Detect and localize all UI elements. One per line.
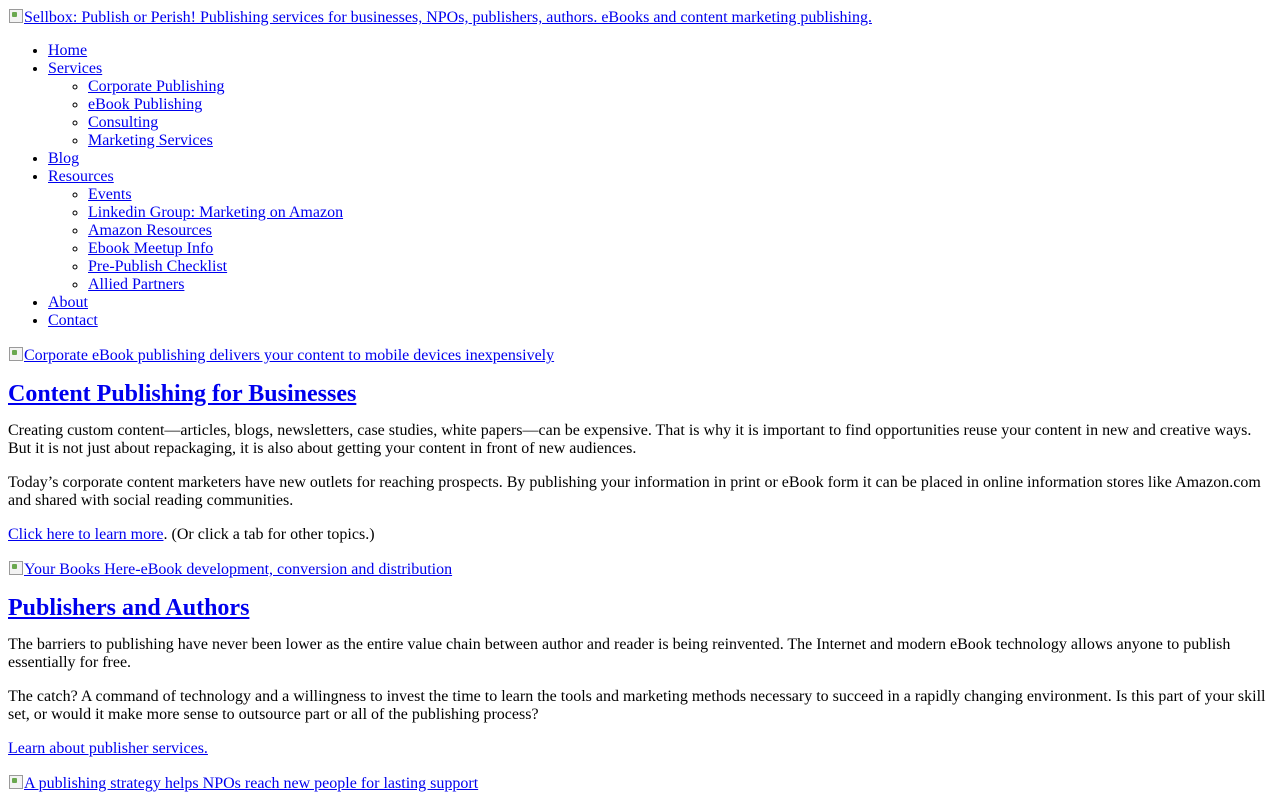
nav-link-contact[interactable]: Contact bbox=[48, 312, 98, 329]
section-paragraph: Creating custom content—articles, blogs, newsletters, case studies, white papers—can be expensive. That is why it is important to find opportunities reuse your content in new and creative ways. But it is not just about repackaging, it is also about getting your content in front of new audiences. bbox=[8, 422, 1252, 457]
nav-link-blog[interactable]: Blog bbox=[48, 150, 80, 167]
learn-more-line bbox=[8, 526, 1272, 544]
feature-image-link[interactable] bbox=[8, 347, 554, 364]
nav-item-blog bbox=[48, 150, 1272, 168]
nav-link-consulting[interactable]: Consulting bbox=[88, 114, 159, 131]
submenu-item bbox=[88, 240, 1272, 258]
logo-link[interactable] bbox=[8, 9, 872, 26]
broken-image-icon bbox=[8, 560, 24, 576]
section-heading bbox=[8, 594, 1272, 622]
nav-item-resources bbox=[48, 168, 1272, 294]
services-submenu bbox=[48, 78, 1272, 150]
section-npo-partial bbox=[8, 774, 1272, 792]
site-header bbox=[8, 8, 1272, 26]
nav-link-events[interactable]: Events bbox=[88, 186, 132, 203]
submenu-item bbox=[88, 96, 1272, 114]
nav-link-allied-partners[interactable]: Allied Partners bbox=[88, 276, 185, 293]
submenu-item bbox=[88, 114, 1272, 132]
section-businesses bbox=[8, 346, 1272, 544]
nav-link-services[interactable]: Services bbox=[48, 60, 103, 77]
nav-link-ebook-publishing[interactable]: eBook Publishing bbox=[88, 96, 203, 113]
nav-item-contact bbox=[48, 312, 1272, 330]
feature-image-alt: A publishing strategy helps NPOs reach new people for lasting support bbox=[24, 775, 479, 792]
feature-image-row bbox=[8, 346, 1272, 364]
broken-image-icon bbox=[8, 346, 24, 362]
submenu-item bbox=[88, 276, 1272, 294]
section-paragraph: The catch? A command of technology and a willingness to invest the time to learn the tools and marketing methods necessary to succeed in a rapidly changing environment. Is this part of your skill set, or would it make more sense to outsource part or all of the publishing process? bbox=[8, 688, 1266, 723]
submenu-item bbox=[88, 204, 1272, 222]
feature-image-link[interactable] bbox=[8, 561, 452, 578]
learn-more-line bbox=[8, 740, 1272, 758]
logo-alt-text: Sellbox: Publish or Perish! Publishing services for businesses, NPOs, publishers, authors. eBooks and content marketing publishing. bbox=[24, 9, 872, 26]
feature-image-row bbox=[8, 560, 1272, 578]
resources-submenu bbox=[48, 186, 1272, 294]
nav-link-marketing-services[interactable]: Marketing Services bbox=[88, 132, 213, 149]
nav-link-resources[interactable]: Resources bbox=[48, 168, 114, 185]
feature-image-link[interactable] bbox=[8, 775, 478, 792]
submenu-item bbox=[88, 132, 1272, 150]
submenu-item bbox=[88, 186, 1272, 204]
nav-link-home[interactable]: Home bbox=[48, 42, 88, 59]
learn-more-suffix: . (Or click a tab for other topics.) bbox=[163, 526, 375, 543]
nav-link-pre-publish-checklist[interactable]: Pre-Publish Checklist bbox=[88, 258, 228, 275]
nav-link-ebook-meetup-info[interactable]: Ebook Meetup Info bbox=[88, 240, 214, 257]
nav-link-linkedin-group[interactable]: Linkedin Group: Marketing on Amazon bbox=[88, 204, 344, 221]
section-heading-link[interactable]: Publishers and Authors bbox=[8, 595, 250, 621]
nav-item-services bbox=[48, 60, 1272, 150]
section-publishers bbox=[8, 560, 1272, 758]
nav-item-about bbox=[48, 294, 1272, 312]
main-navigation bbox=[8, 42, 1272, 330]
publisher-services-link[interactable]: Learn about publisher services. bbox=[8, 740, 208, 757]
section-paragraph: Today’s corporate content marketers have new outlets for reaching prospects. By publishing your information in print or eBook form it can be placed in online information stores like Amazon.com and shared with social reading communities. bbox=[8, 474, 1261, 509]
broken-image-icon bbox=[8, 774, 24, 790]
section-heading bbox=[8, 380, 1272, 408]
submenu-item bbox=[88, 222, 1272, 240]
section-heading-link[interactable]: Content Publishing for Businesses bbox=[8, 381, 357, 407]
nav-link-about[interactable]: About bbox=[48, 294, 88, 311]
feature-image-alt: Corporate eBook publishing delivers your content to mobile devices inexpensively bbox=[24, 347, 555, 364]
nav-item-home bbox=[48, 42, 1272, 60]
nav-link-corporate-publishing[interactable]: Corporate Publishing bbox=[88, 78, 225, 95]
broken-image-icon bbox=[8, 8, 24, 24]
section-paragraph: The barriers to publishing have never been lower as the entire value chain between author and reader is being reinvented. The Internet and modern eBook technology allows anyone to publish essentially for free. bbox=[8, 636, 1231, 671]
learn-more-link[interactable]: Click here to learn more bbox=[8, 526, 164, 543]
nav-link-amazon-resources[interactable]: Amazon Resources bbox=[88, 222, 212, 239]
feature-image-alt: Your Books Here-eBook development, conversion and distribution bbox=[24, 561, 453, 578]
submenu-item bbox=[88, 78, 1272, 96]
submenu-item bbox=[88, 258, 1272, 276]
